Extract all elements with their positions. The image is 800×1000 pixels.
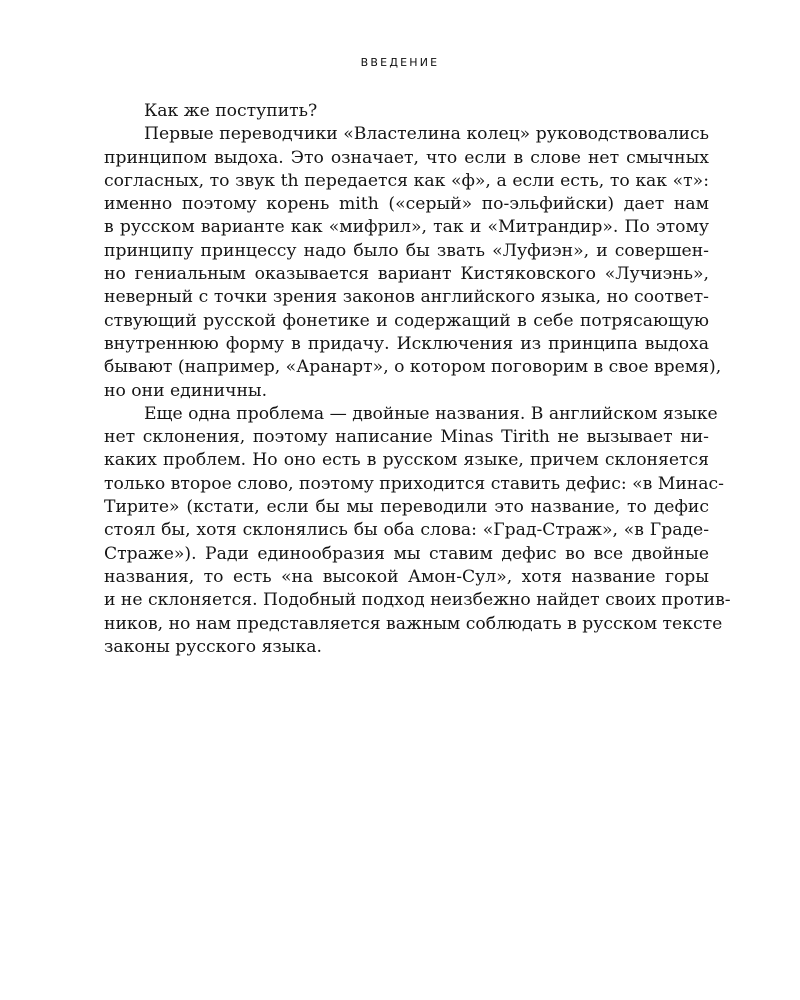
text-line: нет склонения, поэтому написание Minas Tirith не вызывает ни- [104, 427, 709, 448]
text-line: Как же поступить? [144, 101, 318, 121]
paragraph [104, 403, 731, 659]
body-text [104, 100, 731, 659]
text-line: в русском варианте как «мифрил», так и «Митрандир». По этому [104, 217, 709, 238]
text-line: именно поэтому корень mith («серый» по-эльфийски) дает нам [104, 194, 709, 215]
text-line: но они единичны. [104, 380, 268, 401]
text-line: но гениальным оказывается вариант Кистяковского «Лучиэнь», [104, 264, 709, 285]
text-line: неверный с точки зрения законов английского языка, но соответ- [104, 287, 709, 308]
text-line: бывают (например, «Аранарт», о котором поговорим в свое время), [104, 357, 722, 378]
text-line: Страже»). Ради единообразия мы ставим дефис во все двойные [104, 543, 709, 564]
text-line: внутреннюю форму в придачу. Исключения из принципа выдоха [104, 333, 709, 354]
text-line: ников, но нам представляется важным соблюдать в русском тексте [104, 613, 723, 634]
text-line: и не склоняется. Подобный подход неизбежно найдет своих против- [104, 590, 731, 611]
text-line: ствующий русской фонетике и содержащий в себе потрясающую [104, 310, 709, 331]
text-line: каких проблем. Но оно есть в русском языке, причем склоняется [104, 450, 709, 471]
text-line: согласных, то звук th передается как «ф», а если есть, то как «т»: [104, 170, 709, 191]
text-line: Первые переводчики «Властелина колец» руководствовались [144, 124, 709, 145]
text-line: Тирите» (кстати, если бы мы переводили это название, то дефис [104, 497, 709, 518]
text-line: принципом выдоха. Это означает, что если в слове нет смычных [104, 147, 709, 168]
text-line: законы русского языка. [104, 636, 322, 657]
text-line: стоял бы, хотя склонялись бы оба слова: «Град-Страж», «в Граде- [104, 520, 709, 541]
text-line: Еще одна проблема — двойные названия. В английском языке [144, 403, 718, 424]
running-head: ВВЕДЕНИЕ [360, 56, 440, 69]
paragraph [104, 100, 709, 123]
text-line: названия, то есть «на высокой Амон-Сул», хотя название горы [104, 566, 709, 587]
text-line: только второе слово, поэтому приходится ставить дефис: «в Минас- [104, 473, 724, 494]
paragraph [104, 123, 722, 403]
text-line: принципу принцессу надо было бы звать «Луфиэн», и совершен- [104, 240, 709, 261]
